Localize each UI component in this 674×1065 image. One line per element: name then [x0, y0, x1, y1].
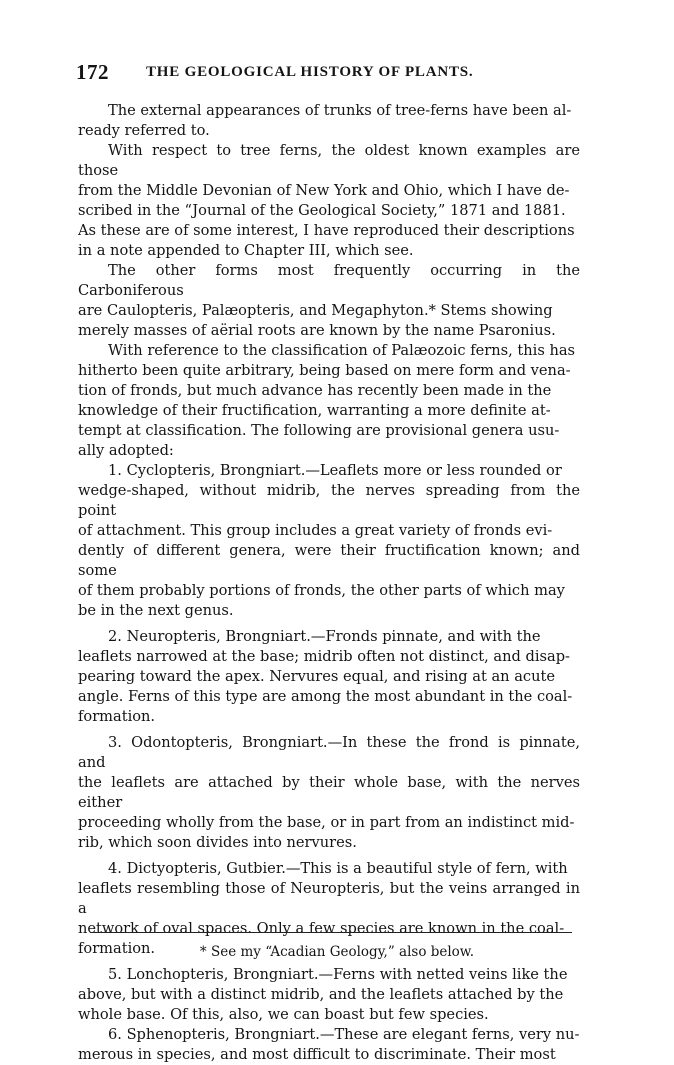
paragraph-oldest-tree-ferns: With respect to tree ferns, the oldest known examples are those from the Middle Devonian of New York and Ohio, which I have de- scribed in the “Journal of the Geological Society,” 1871 and 1881. As these are of some interest, I have reproduced their descriptions in a note appended to Chapter III, which see.: [78, 142, 580, 259]
genus-lonchopteris: 5. Lonchopteris, Brongniart.—Ferns with netted veins like the above, but with a distinct midrib, and the leaflets attached by the whole base. Of this, also, we can boast but few species.: [78, 966, 568, 1023]
genus-sphenopteris: 6. Sphenopteris, Brongniart.—These are elegant ferns, very nu- merous in species, and most difficult to discriminate. Their most: [78, 1026, 580, 1063]
paragraph-classification: With reference to the classification of Palæozoic ferns, this has hitherto been quite arbitrary, being based on mere form and vena- tion of fronds, but much advance has recently been made in the knowledge of their fructification, warranting a more definite at- tempt at classification. The following are provisional genera usu- ally adopted:: [78, 342, 576, 459]
body-text: [78, 101, 580, 1065]
genus-cyclopteris: 1. Cyclopteris, Brongniart.—Leaflets more or less rounded or wedge-shaped, without midrib, the nerves spreading from the point of attachment. This group includes a great variety of fronds evi- dently of different genera, were their fructification known; and some of them probably portions of fronds, the other parts of which may be in the next genus.: [78, 462, 580, 619]
paragraph-carboniferous-forms: The other forms most frequently occurring in the Carboniferous are Caulopteris, Palæopteris, and Megaphyton.* Stems showing merely masses of aërial roots are known by the name Psaronius.: [78, 262, 580, 339]
running-title: THE GEOLOGICAL HISTORY OF PLANTS.: [146, 64, 474, 80]
footnote-rule: [90, 932, 572, 933]
genus-odontopteris: 3. Odontopteris, Brongniart.—In these the frond is pinnate, and the leaflets are attached by their whole base, with the nerves either proceeding wholly from the base, or in part from an indistinct mid- rib, which soon divides into nervures.: [78, 734, 580, 851]
page-number: 172: [76, 60, 109, 84]
genus-dictyopteris: 4. Dictyopteris, Gutbier.—This is a beautiful style of fern, with leaflets resembling those of Neuropteris, but the veins arranged in a network of oval spaces. Only a few species are known in the coal- formation.: [78, 860, 580, 957]
page-header: [76, 60, 584, 90]
paragraph-tree-fern-trunks: The external appearances of trunks of tree-ferns have been al- ready referred to.: [78, 102, 572, 139]
genus-neuropteris: 2. Neuropteris, Brongniart.—Fronds pinnate, and with the leaflets narrowed at the base; midrib often not distinct, and disap- pearing toward the apex. Nervures equal, and rising at an acute angle. Ferns of this type are among the most abundant in the coal- formation.: [78, 628, 573, 725]
footnote: * See my “Acadian Geology,” also below.: [199, 944, 475, 960]
